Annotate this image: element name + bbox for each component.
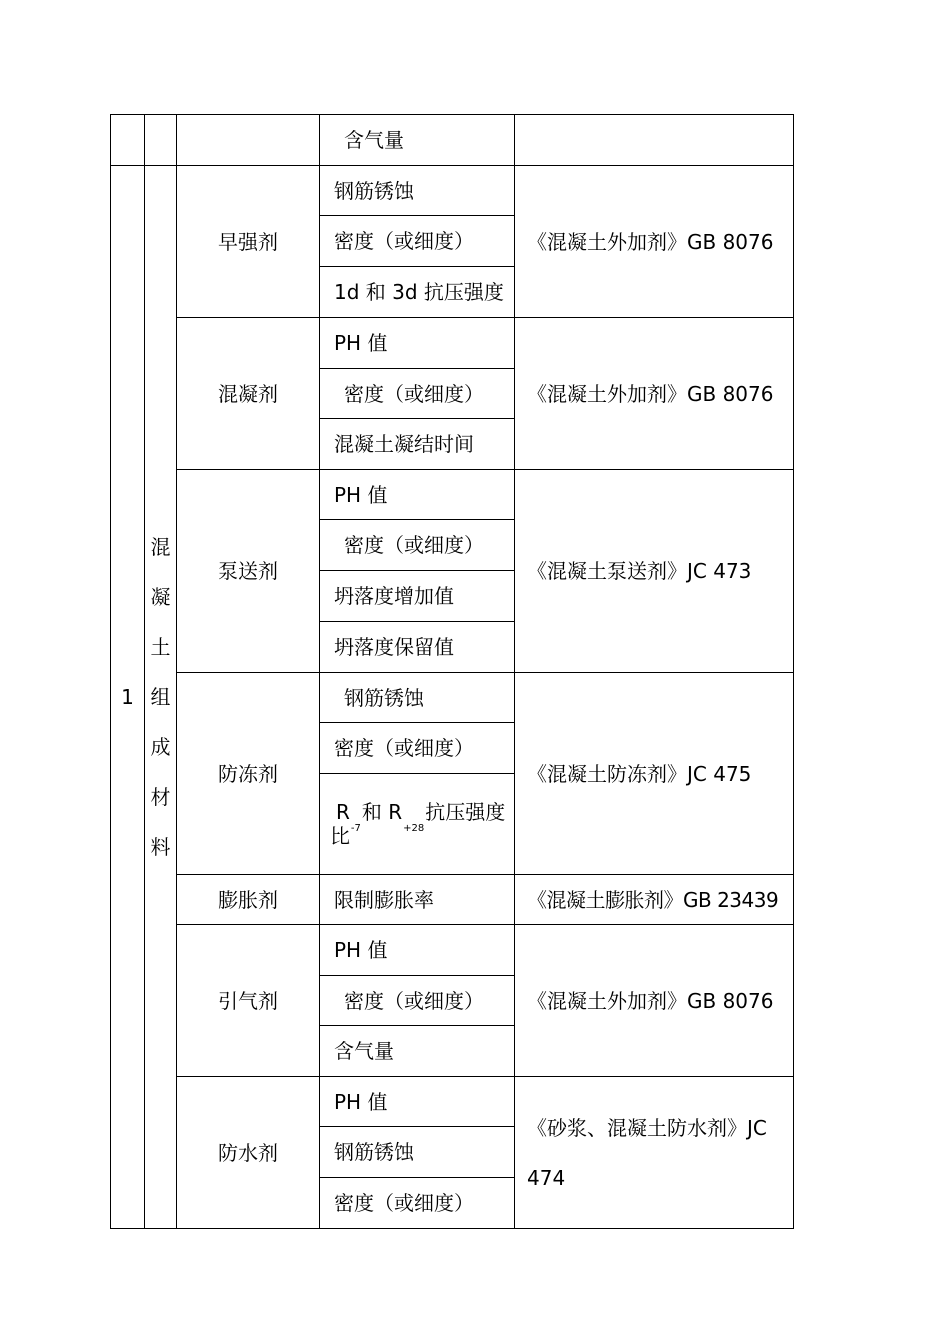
standard: 《混凝土膨胀剂》GB 23439: [515, 875, 794, 925]
admixture-type: 泵送剂: [177, 470, 320, 673]
standard: 《混凝土防冻剂》JC 475: [515, 673, 794, 875]
standard: 《砂浆、混凝土防水剂》JC 474: [515, 1077, 794, 1229]
test-item: 含气量: [320, 1026, 515, 1077]
admixture-type: 混凝剂: [177, 318, 320, 470]
test-item: 坍落度保留值: [320, 622, 515, 673]
test-item: 混凝土凝结时间: [320, 419, 515, 470]
test-item: 密度（或细度）: [320, 216, 515, 267]
table-row: [111, 875, 794, 925]
admixture-type: 早强剂: [177, 166, 320, 318]
test-item: 密度（或细度）: [320, 520, 515, 571]
table-row: [111, 470, 794, 520]
test-item: 限制膨胀率: [320, 875, 515, 925]
table-row: [111, 318, 794, 369]
admixture-type: 防冻剂: [177, 673, 320, 875]
test-item: 坍落度增加值: [320, 571, 515, 622]
test-item: 钢筋锈蚀: [320, 1127, 515, 1178]
table-cell: [145, 115, 177, 166]
standard: 《混凝土外加剂》GB 8076: [515, 318, 794, 470]
material-category: 混 凝 土 组 成 材 料: [145, 166, 177, 1229]
test-item: 含气量: [320, 115, 515, 166]
admixture-spec-table: [110, 114, 794, 1229]
table-row: [111, 166, 794, 216]
row-number: 1: [111, 166, 145, 1229]
standard: 《混凝土外加剂》GB 8076: [515, 925, 794, 1077]
test-item: PH 值: [320, 470, 515, 520]
test-item: PH 值: [320, 1077, 515, 1127]
test-item: 密度（或细度）: [320, 369, 515, 419]
table-cell: [177, 115, 320, 166]
table-row: [111, 1077, 794, 1127]
test-item: 1d 和 3d 抗压强度: [320, 267, 515, 318]
test-item: 密度（或细度）: [320, 976, 515, 1026]
test-item: PH 值: [320, 318, 515, 369]
table-row: [111, 673, 794, 723]
standard: 《混凝土泵送剂》JC 473: [515, 470, 794, 673]
test-item: 钢筋锈蚀: [320, 166, 515, 216]
table-cell: [515, 115, 794, 166]
standard: 《混凝土外加剂》GB 8076: [515, 166, 794, 318]
test-item: PH 值: [320, 925, 515, 976]
table-row: [111, 925, 794, 976]
test-item: 钢筋锈蚀: [320, 673, 515, 723]
strength-ratio-item: $R_{-7}$和 $R_{+28}$抗压强度 比: [320, 774, 515, 875]
admixture-type: 防水剂: [177, 1077, 320, 1229]
test-item: 密度（或细度）: [320, 723, 515, 774]
admixture-type: 引气剂: [177, 925, 320, 1077]
admixture-type: 膨胀剂: [177, 875, 320, 925]
table-cell: [111, 115, 145, 166]
table-row: [111, 115, 794, 166]
test-item: 密度（或细度）: [320, 1178, 515, 1229]
